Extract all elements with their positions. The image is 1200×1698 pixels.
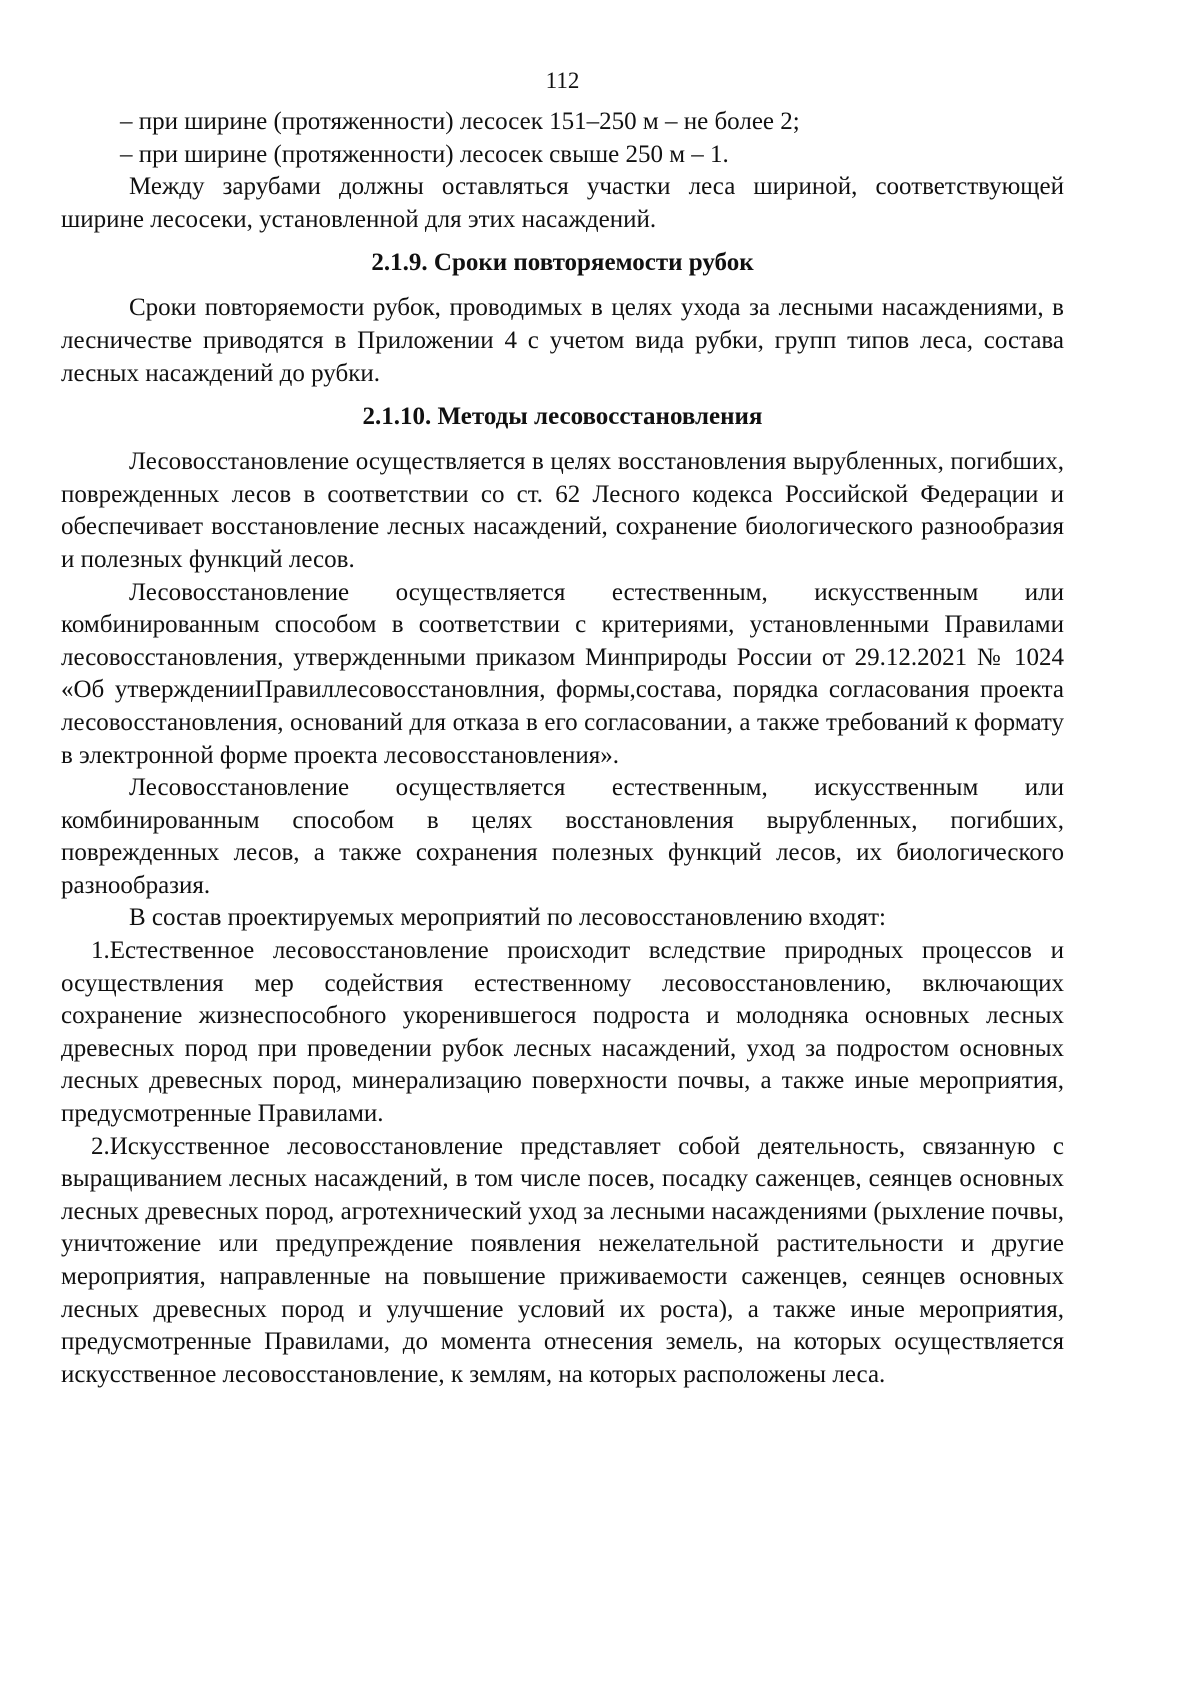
section-2-1-10-paragraph: Лесовосстановление осуществляется в целях восстановления вырубленных, погибших, поврежденных лесов в соответствии со ст. 62 Лесного кодекса Российской Федерации и обеспечивает восстановление лесных насаждений, сохранение биологического разнообразия и полезных функций лесов.	[61, 448, 1064, 573]
section-2-1-10-paragraph: Лесовосстановление осуществляется естественным, искусственным или комбинированным способом в целях восстановления вырубленных, погибших, поврежденных лесов, а также сохранения полезных функций лесов, их биологического разнообразия.	[61, 774, 1064, 899]
document-page	[61, 66, 1064, 1391]
section-heading-2-1-10: 2.1.10. Методы лесовосстановления	[362, 403, 763, 431]
page-number: 112	[545, 68, 580, 93]
numbered-list-item: 1.Естественное лесовосстановление происходит вследствие природных процессов и осуществления мер содействия естественному лесовосстановлению, включающих сохранение жизнеспособного укоренившегося подроста и молодняка основных лесных древесных пород при проведении рубок лесных насаждений, уход за подростом основных лесных древесных пород, минерализацию поверхности почвы, а также иные мероприятия, предусмотренные Правилами.	[61, 937, 1064, 1128]
section-2-1-9-paragraph: Сроки повторяемости рубок, проводимых в целях ухода за лесными насаждениями, в лесничестве приводятся в Приложении 4 с учетом вида рубки, групп типов леса, состава лесных насаждений до рубки.	[61, 294, 1064, 387]
intro-list-item: – при ширине (протяженности) лесосек 151–250 м – не более 2;	[120, 108, 800, 135]
section-2-1-10-paragraph: Лесовосстановление осуществляется естественным, искусственным или комбинированным способом в соответствии с критериями, установленными Правилами лесовосстановления, утвержденными приказом Минприроды России от 29.12.2021 № 1024 «Об утвержденииПравиллесовосстановлния, формы,состава, порядка согласования проекта лесовосстановления, оснований для отказа в его согласовании, а также требований к формату в электронной форме проекта лесовосстановления».	[61, 578, 1064, 769]
numbered-list-item: 2.Искусственное лесовосстановление представляет собой деятельность, связанную с выращиванием лесных насаждений, в том числе посев, посадку саженцев, сеянцев основных лесных древесных пород, агротехнический уход за лесными насаждениями (рыхление почвы, уничтожение или предупреждение появления нежелательной растительности и другие мероприятия, направленные на повышение приживаемости саженцев, сеянцев основных лесных древесных пород и улучшение условий их роста), а также иные мероприятия, предусмотренные Правилами, до момента отнесения земель, на которых осуществляется искусственное лесовосстановление, к землям, на которых расположены леса.	[61, 1132, 1064, 1388]
section-heading-2-1-9: 2.1.9. Сроки повторяемости рубок	[371, 249, 754, 277]
section-2-1-10-paragraph: В состав проектируемых мероприятий по лесовосстановлению входят:	[129, 904, 886, 932]
intro-list-item: – при ширине (протяженности) лесосек свыше 250 м – 1.	[120, 140, 729, 168]
intro-paragraph: Между зарубами должны оставляться участки леса шириной, соответствующей ширине лесосеки, установленной для этих насаждений.	[61, 173, 1064, 233]
